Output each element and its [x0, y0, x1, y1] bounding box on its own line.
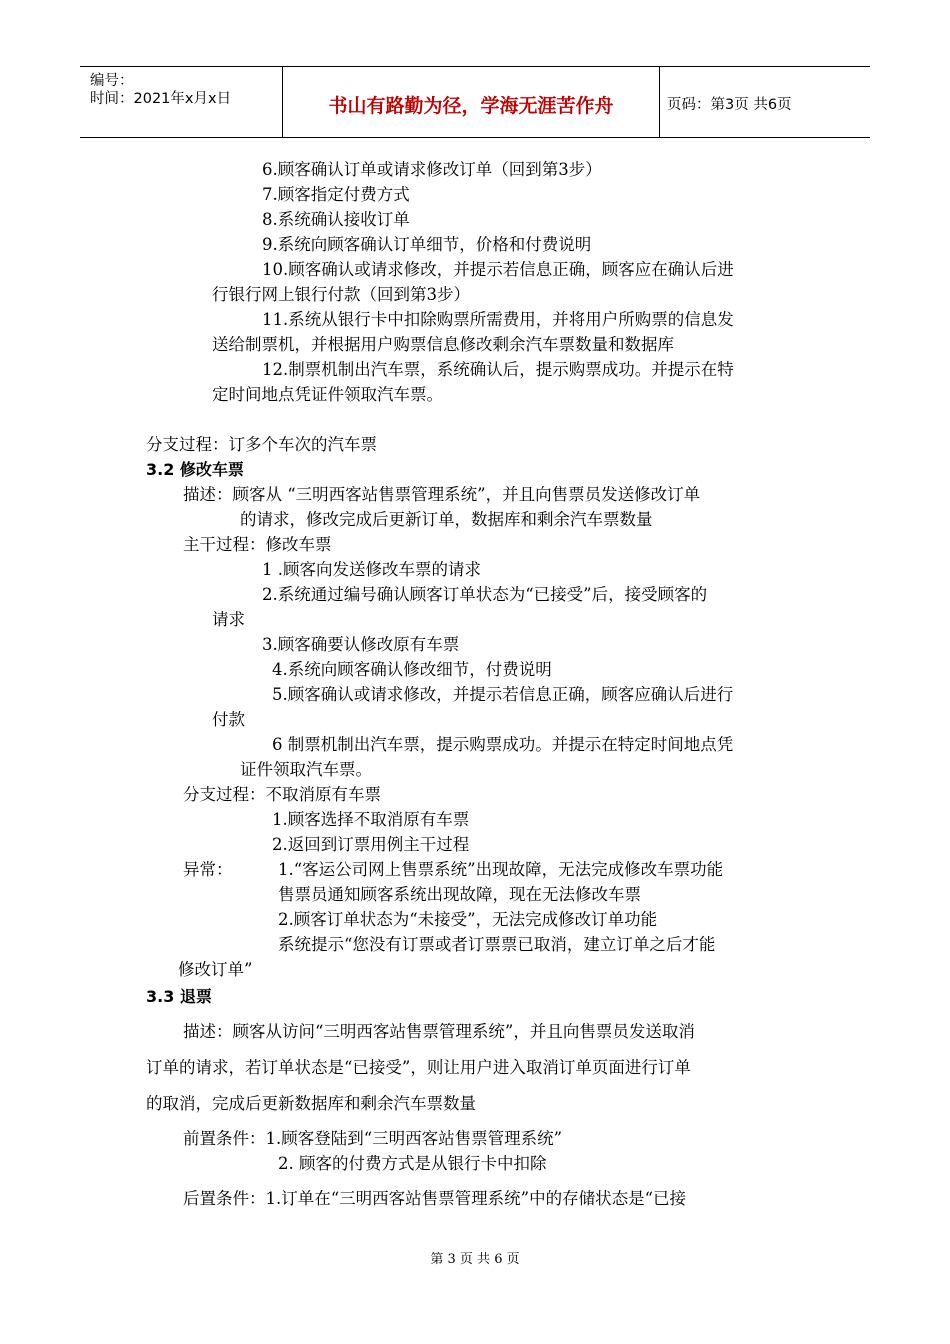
text-line: 前置条件：1.顾客登陆到“三明西客站售票管理系统”: [183, 1129, 563, 1148]
text-line: 1 .顾客向发送修改车票的请求: [262, 560, 481, 579]
section-heading: 3.2 修改车票: [146, 460, 244, 479]
header-motto-cell: [282, 67, 660, 137]
text-line: 分支过程：订多个车次的汽车票: [146, 435, 377, 454]
text-line: 3.顾客确要认修改原有车票: [262, 635, 460, 654]
text-line: 6 制票机制出汽车票，提示购票成功。并提示在特定时间地点凭: [272, 735, 734, 754]
text-line: 证件领取汽车票。: [240, 760, 372, 779]
text-line: 异常：: [183, 860, 233, 879]
document-date: 时间：2021年x月x日: [90, 91, 232, 107]
text-line: 系统提示“您没有订票或者订票票已取消，建立订单之后才能: [278, 935, 716, 954]
text-line: 送给制票机，并根据用户购票信息修改剩余汽车票数量和数据库: [212, 335, 674, 354]
text-line: 定时间地点凭证件领取汽车票。: [212, 385, 443, 404]
header-meta-cell: [80, 67, 282, 137]
text-line: 的请求，修改完成后更新订单，数据库和剩余汽车票数量: [240, 510, 653, 529]
text-line: 修改订单”: [178, 960, 253, 979]
text-line: 2.返回到订票用例主干过程: [272, 835, 470, 854]
motto: 书山有路勤为径，学海无涯苦作舟: [328, 95, 614, 117]
text-line: 售票员通知顾客系统出现故障，现在无法修改车票: [278, 885, 641, 904]
text-line: 付款: [212, 710, 245, 729]
text-line: 后置条件：1.订单在“三明西客站售票管理系统”中的存储状态是“已接: [183, 1189, 687, 1208]
text-line: 6.顾客确认订单或请求修改订单（回到第3步）: [262, 160, 602, 179]
page-code: 页码：第3页 共6页: [667, 97, 792, 113]
text-line: 分支过程：不取消原有车票: [183, 785, 381, 804]
text-line: 1.顾客选择不取消原有车票: [272, 810, 470, 829]
document-number: 编号：: [90, 73, 134, 89]
text-line: 主干过程：修改车票: [183, 535, 332, 554]
text-line: 2.顾客订单状态为“未接受”，无法完成修改订单功能: [278, 910, 658, 929]
text-line: 9.系统向顾客确认订单细节，价格和付费说明: [262, 235, 592, 254]
text-line: 11.系统从银行卡中扣除购票所需费用，并将用户所购票的信息发: [262, 310, 734, 329]
text-line: 描述：顾客从访问“三明西客站售票管理系统”，并且向售票员发送取消: [183, 1022, 695, 1041]
text-line: 4.系统向顾客确认修改细节，付费说明: [272, 660, 552, 679]
text-line: 7.顾客指定付费方式: [262, 185, 410, 204]
text-line: 5.顾客确认或请求修改，并提示若信息正确，顾客应确认后进行: [272, 685, 734, 704]
text-line: 描述：顾客从 “三明西客站售票管理系统”，并且向售票员发送修改订单: [183, 485, 701, 504]
page-header: [80, 66, 870, 138]
text-line: 2. 顾客的付费方式是从银行卡中扣除: [278, 1154, 547, 1173]
text-line: 1.“客运公司网上售票系统”出现故障，无法完成修改车票功能: [278, 860, 724, 879]
section-heading: 3.3 退票: [146, 987, 212, 1006]
page-footer: 第 3 页 共 6 页: [430, 1252, 520, 1267]
text-line: 8.系统确认接收订单: [262, 210, 410, 229]
text-line: 行银行网上银行付款（回到第3步）: [212, 285, 470, 304]
text-line: 12.制票机制出汽车票，系统确认后，提示购票成功。并提示在特: [262, 360, 734, 379]
text-line: 订单的请求，若订单状态是“已接受”，则让用户进入取消订单页面进行订单: [146, 1058, 691, 1077]
text-line: 2.系统通过编号确认顾客订单状态为“已接受”后，接受顾客的: [262, 585, 708, 604]
text-line: 的取消，完成后更新数据库和剩余汽车票数量: [146, 1094, 476, 1113]
text-line: 10.顾客确认或请求修改，并提示若信息正确，顾客应在确认后进: [262, 260, 734, 279]
header-page-cell: [659, 67, 870, 137]
text-line: 请求: [212, 610, 245, 629]
